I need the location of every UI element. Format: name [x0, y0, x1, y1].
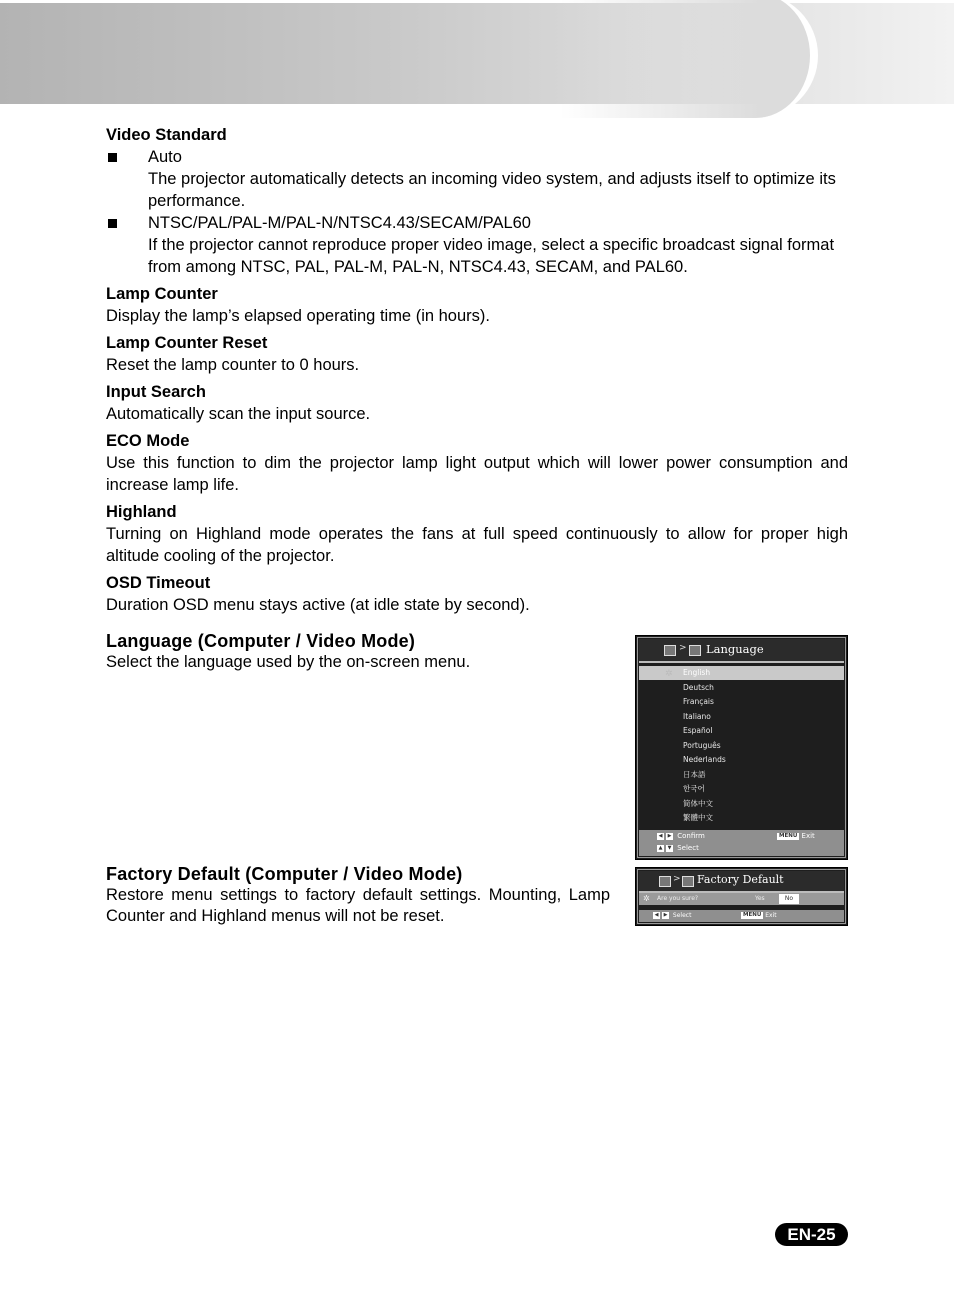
menu-icon — [664, 645, 676, 656]
section-input-search — [106, 381, 848, 425]
menu-key-icon: MENU — [743, 912, 762, 918]
arrow-left-icon: ◀ — [654, 912, 659, 918]
arrow-right-icon: ▶ — [663, 912, 668, 918]
arrow-right-icon: ▶ — [667, 832, 672, 839]
section-title: Lamp Counter Reset — [106, 334, 268, 352]
page-number: EN-25 — [775, 1223, 848, 1246]
section-description: Restore menu settings to factory default settings. Mounting, Lamp Counter and Highland menus will not be reset. — [106, 886, 610, 925]
menu-icon — [659, 876, 671, 887]
section-title: Factory Default (Computer / Video Mode) — [106, 864, 463, 884]
language-option[interactable]: 简体中文 — [683, 798, 713, 808]
confirm-question: Are you sure? — [657, 895, 699, 902]
settings-icon: ✲ — [665, 669, 673, 679]
language-option[interactable]: Français — [683, 697, 714, 706]
osd-footer — [639, 910, 844, 922]
square-bullet-icon — [108, 153, 117, 162]
section-video-standard — [106, 124, 848, 278]
exit-hint: MENU Exit — [743, 912, 777, 919]
chevron-right-icon: > — [679, 643, 687, 653]
section-title: Highland — [106, 503, 177, 521]
section-lamp-counter — [106, 283, 848, 327]
section-eco-mode — [106, 430, 848, 496]
section-title: Input Search — [106, 383, 206, 401]
yes-option[interactable]: Yes — [755, 895, 765, 902]
language-option[interactable]: Português — [683, 740, 721, 750]
section-title: OSD Timeout — [106, 574, 211, 592]
section-description: Turning on Highland mode operates the fans at full speed continuously to allow for proper high altitude cooling of the projector. — [106, 525, 848, 565]
header-curve-decoration — [560, 0, 818, 118]
section-factory-default — [106, 863, 610, 927]
exit-hint: MENU Exit — [779, 832, 815, 840]
section-title: Lamp Counter — [106, 285, 218, 303]
select-hint: ▲ ▼ Select — [658, 844, 699, 852]
main-content — [106, 124, 848, 621]
settings-icon: ✲ — [643, 894, 650, 903]
osd-title: Factory Default — [697, 873, 784, 886]
arrow-down-icon: ▼ — [667, 844, 672, 851]
language-option[interactable]: Deutsch — [683, 682, 714, 692]
menu-key-icon: MENU — [779, 832, 798, 839]
section-description: Use this function to dim the projector lamp light output which will lower power consumption and increase lamp life. — [106, 454, 848, 494]
arrow-up-icon: ▲ — [658, 844, 663, 851]
section-osd-timeout — [106, 572, 848, 616]
osd-language-menu — [635, 635, 848, 860]
section-language — [106, 630, 616, 673]
section-description: Display the lamp’s elapsed operating time (in hours). — [106, 307, 490, 325]
bullet-description: If the projector cannot reproduce proper video image, select a specific broadcast signal format from among NTSC, PAL, PAL-M, PAL-N, NTSC4.43, SECAM, and PAL60. — [148, 236, 835, 276]
osd-title: Language — [706, 642, 764, 656]
square-bullet-icon — [108, 219, 117, 228]
language-option[interactable]: Español — [683, 726, 713, 735]
language-option[interactable]: Nederlands — [683, 755, 726, 764]
language-list — [639, 666, 844, 826]
section-description: Reset the lamp counter to 0 hours. — [106, 356, 360, 374]
bullet-label: Auto — [148, 148, 182, 166]
section-description: Select the language used by the on-screen menu. — [106, 653, 471, 671]
section-description: Automatically scan the input source. — [106, 405, 371, 423]
osd-title-bar — [639, 639, 844, 663]
confirm-hint: ◀ ▶ Confirm — [658, 832, 705, 840]
confirm-row — [639, 893, 844, 905]
language-option[interactable]: 繁體中文 — [683, 813, 713, 822]
bullet-item-auto — [106, 146, 848, 212]
section-title: Language (Computer / Video Mode) — [106, 631, 416, 651]
language-icon — [689, 645, 701, 656]
arrow-left-icon: ◀ — [658, 832, 663, 839]
section-title: ECO Mode — [106, 432, 190, 450]
select-hint: ◀ ▶ Select — [654, 912, 692, 919]
chevron-right-icon: > — [673, 874, 681, 884]
section-description: Duration OSD menu stays active (at idle state by second). — [106, 596, 530, 614]
language-option[interactable]: 한국어 — [683, 784, 705, 793]
header-band — [0, 3, 954, 104]
trash-icon — [682, 876, 694, 887]
bullet-description: The projector automatically detects an incoming video system, and adjusts itself to optimize its performance. — [148, 170, 836, 210]
osd-title-bar — [639, 871, 844, 893]
language-option[interactable]: 日本語 — [683, 769, 706, 779]
section-lamp-counter-reset — [106, 332, 848, 376]
language-option[interactable]: ✲ English — [639, 666, 844, 680]
language-option[interactable]: Italiano — [683, 711, 711, 721]
no-option[interactable]: No — [779, 894, 799, 904]
bullet-label: NTSC/PAL/PAL-M/PAL-N/NTSC4.43/SECAM/PAL60 — [148, 214, 531, 232]
section-highland — [106, 501, 848, 567]
osd-factory-default-menu — [635, 867, 848, 926]
section-title: Video Standard — [106, 126, 227, 144]
bullet-item-ntsc — [106, 212, 848, 278]
osd-footer — [639, 830, 844, 856]
